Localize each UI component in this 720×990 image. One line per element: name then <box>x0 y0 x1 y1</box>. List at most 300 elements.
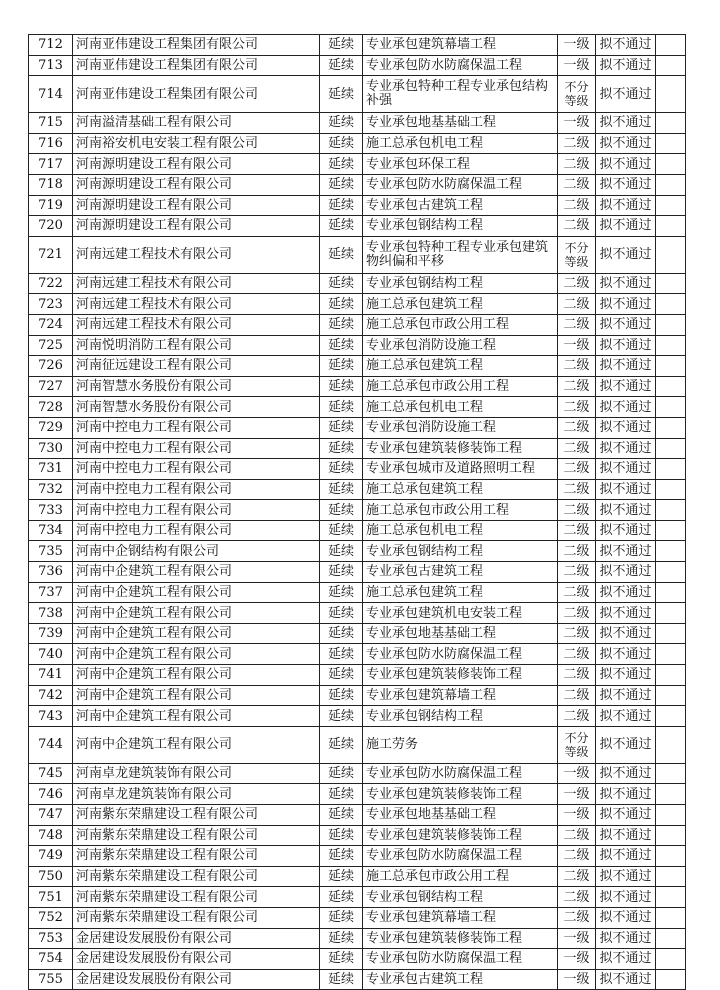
empty-cell <box>656 438 686 459</box>
review-result: 拟不通过 <box>596 846 656 867</box>
review-result: 拟不通过 <box>596 236 656 273</box>
row-number: 747 <box>29 805 73 826</box>
company-name: 河南裕安机电安装工程有限公司 <box>73 133 320 154</box>
row-number: 755 <box>29 969 73 990</box>
review-result: 拟不通过 <box>596 969 656 990</box>
application-type: 延续 <box>320 603 363 624</box>
application-type: 延续 <box>320 887 363 908</box>
empty-cell <box>656 726 686 763</box>
application-type: 延续 <box>320 520 363 541</box>
qualification-item: 施工总承包市政公用工程 <box>363 866 558 887</box>
qualification-item: 专业承包钢结构工程 <box>363 541 558 562</box>
table-row <box>29 294 686 315</box>
company-name: 河南中控电力工程有限公司 <box>73 500 320 521</box>
application-type: 延续 <box>320 113 363 134</box>
row-number: 741 <box>29 665 73 686</box>
row-number: 713 <box>29 55 73 76</box>
company-name: 河南征远建设工程有限公司 <box>73 356 320 377</box>
company-name: 河南远建工程技术有限公司 <box>73 314 320 335</box>
table-row <box>29 726 686 763</box>
review-result: 拟不通过 <box>596 644 656 665</box>
review-result: 拟不通过 <box>596 726 656 763</box>
qualification-level: 二级 <box>558 541 596 562</box>
qualification-level: 不分等级 <box>558 236 596 273</box>
qualification-item: 专业承包消防设施工程 <box>363 335 558 356</box>
qualification-item: 专业承包防水防腐保温工程 <box>363 846 558 867</box>
qualification-item: 专业承包古建筑工程 <box>363 195 558 216</box>
application-type: 延续 <box>320 35 363 56</box>
review-result: 拟不通过 <box>596 459 656 480</box>
review-result: 拟不通过 <box>596 866 656 887</box>
row-number: 715 <box>29 113 73 134</box>
empty-cell <box>656 866 686 887</box>
qualification-item: 专业承包古建筑工程 <box>363 562 558 583</box>
empty-cell <box>656 784 686 805</box>
application-type: 延续 <box>320 438 363 459</box>
qualification-level: 二级 <box>558 174 596 195</box>
company-name: 河南中企建筑工程有限公司 <box>73 603 320 624</box>
empty-cell <box>656 174 686 195</box>
qualification-level: 不分等级 <box>558 76 596 113</box>
review-result: 拟不通过 <box>596 55 656 76</box>
table-row <box>29 784 686 805</box>
qualification-level: 二级 <box>558 216 596 237</box>
row-number: 753 <box>29 928 73 949</box>
qualification-level: 二级 <box>558 479 596 500</box>
row-number: 743 <box>29 706 73 727</box>
qualification-item: 专业承包地基基础工程 <box>363 805 558 826</box>
company-name: 河南紫东荣鼎建设工程有限公司 <box>73 907 320 928</box>
empty-cell <box>656 603 686 624</box>
empty-cell <box>656 479 686 500</box>
application-type: 延续 <box>320 623 363 644</box>
review-result: 拟不通过 <box>596 154 656 175</box>
qualification-item: 专业承包建筑装修装饰工程 <box>363 438 558 459</box>
qualification-level: 一级 <box>558 113 596 134</box>
review-result: 拟不通过 <box>596 335 656 356</box>
empty-cell <box>656 35 686 56</box>
application-type: 延续 <box>320 726 363 763</box>
qualification-item: 专业承包建筑装修装饰工程 <box>363 928 558 949</box>
qualification-item: 专业承包环保工程 <box>363 154 558 175</box>
company-name: 河南中控电力工程有限公司 <box>73 459 320 480</box>
company-name: 河南源明建设工程有限公司 <box>73 216 320 237</box>
company-name: 河南智慧水务股份有限公司 <box>73 397 320 418</box>
qualification-level: 二级 <box>558 500 596 521</box>
row-number: 712 <box>29 35 73 56</box>
table-row <box>29 500 686 521</box>
empty-cell <box>656 623 686 644</box>
qualification-level: 一级 <box>558 763 596 784</box>
qualification-level: 一级 <box>558 949 596 970</box>
row-number: 746 <box>29 784 73 805</box>
review-result: 拟不通过 <box>596 763 656 784</box>
empty-cell <box>656 685 686 706</box>
table-row <box>29 438 686 459</box>
review-result: 拟不通过 <box>596 356 656 377</box>
qualification-level: 二级 <box>558 397 596 418</box>
row-number: 724 <box>29 314 73 335</box>
qualification-item: 专业承包建筑幕墙工程 <box>363 35 558 56</box>
qualification-item: 专业承包钢结构工程 <box>363 887 558 908</box>
table-row <box>29 236 686 273</box>
row-number: 750 <box>29 866 73 887</box>
row-number: 716 <box>29 133 73 154</box>
company-name: 河南源明建设工程有限公司 <box>73 195 320 216</box>
empty-cell <box>656 500 686 521</box>
review-result: 拟不通过 <box>596 520 656 541</box>
review-result: 拟不通过 <box>596 825 656 846</box>
company-name: 河南中企建筑工程有限公司 <box>73 665 320 686</box>
application-type: 延续 <box>320 846 363 867</box>
review-result: 拟不通过 <box>596 706 656 727</box>
table-row <box>29 174 686 195</box>
application-type: 延续 <box>320 335 363 356</box>
application-type: 延续 <box>320 706 363 727</box>
table-row <box>29 541 686 562</box>
table-row <box>29 562 686 583</box>
qualification-item: 施工总承包市政公用工程 <box>363 376 558 397</box>
row-number: 717 <box>29 154 73 175</box>
row-number: 730 <box>29 438 73 459</box>
table-row <box>29 603 686 624</box>
review-result: 拟不通过 <box>596 784 656 805</box>
company-name: 河南中企建筑工程有限公司 <box>73 726 320 763</box>
qualification-item: 专业承包防水防腐保温工程 <box>363 644 558 665</box>
review-result: 拟不通过 <box>596 479 656 500</box>
review-result: 拟不通过 <box>596 397 656 418</box>
table-row <box>29 949 686 970</box>
row-number: 737 <box>29 582 73 603</box>
review-result: 拟不通过 <box>596 685 656 706</box>
empty-cell <box>656 665 686 686</box>
row-number: 731 <box>29 459 73 480</box>
empty-cell <box>656 216 686 237</box>
company-name: 河南远建工程技术有限公司 <box>73 294 320 315</box>
table-row <box>29 76 686 113</box>
table-row <box>29 397 686 418</box>
empty-cell <box>656 928 686 949</box>
row-number: 738 <box>29 603 73 624</box>
table-row <box>29 520 686 541</box>
qualification-item: 专业承包防水防腐保温工程 <box>363 174 558 195</box>
application-type: 延续 <box>320 294 363 315</box>
table-row <box>29 665 686 686</box>
row-number: 739 <box>29 623 73 644</box>
company-name: 金居建设发展股份有限公司 <box>73 949 320 970</box>
table-row <box>29 459 686 480</box>
row-number: 714 <box>29 76 73 113</box>
review-result: 拟不通过 <box>596 887 656 908</box>
application-type: 延续 <box>320 356 363 377</box>
review-result: 拟不通过 <box>596 603 656 624</box>
application-type: 延续 <box>320 784 363 805</box>
review-result: 拟不通过 <box>596 623 656 644</box>
row-number: 726 <box>29 356 73 377</box>
qualification-level: 一级 <box>558 55 596 76</box>
application-type: 延续 <box>320 665 363 686</box>
application-type: 延续 <box>320 825 363 846</box>
row-number: 748 <box>29 825 73 846</box>
empty-cell <box>656 154 686 175</box>
qualification-item: 专业承包特种工程专业承包建筑物纠偏和平移 <box>363 236 558 273</box>
company-name: 河南中控电力工程有限公司 <box>73 438 320 459</box>
empty-cell <box>656 314 686 335</box>
table-row <box>29 846 686 867</box>
table-row <box>29 356 686 377</box>
company-name: 河南亚伟建设工程集团有限公司 <box>73 76 320 113</box>
review-result: 拟不通过 <box>596 949 656 970</box>
table-row <box>29 55 686 76</box>
review-result: 拟不通过 <box>596 314 656 335</box>
qualification-level: 二级 <box>558 520 596 541</box>
qualification-level: 二级 <box>558 562 596 583</box>
empty-cell <box>656 273 686 294</box>
review-result: 拟不通过 <box>596 417 656 438</box>
empty-cell <box>656 133 686 154</box>
row-number: 744 <box>29 726 73 763</box>
empty-cell <box>656 113 686 134</box>
qualification-item: 施工总承包机电工程 <box>363 397 558 418</box>
row-number: 749 <box>29 846 73 867</box>
application-type: 延续 <box>320 805 363 826</box>
company-name: 河南中企建筑工程有限公司 <box>73 623 320 644</box>
review-result: 拟不通过 <box>596 113 656 134</box>
application-type: 延续 <box>320 500 363 521</box>
qualification-item: 专业承包地基基础工程 <box>363 113 558 134</box>
company-name: 河南智慧水务股份有限公司 <box>73 376 320 397</box>
qualification-level: 二级 <box>558 273 596 294</box>
qualification-level: 二级 <box>558 438 596 459</box>
company-name: 河南亚伟建设工程集团有限公司 <box>73 55 320 76</box>
row-number: 718 <box>29 174 73 195</box>
application-type: 延续 <box>320 459 363 480</box>
empty-cell <box>656 541 686 562</box>
company-name: 河南中控电力工程有限公司 <box>73 417 320 438</box>
application-type: 延续 <box>320 685 363 706</box>
application-type: 延续 <box>320 928 363 949</box>
table-row <box>29 866 686 887</box>
application-type: 延续 <box>320 174 363 195</box>
row-number: 721 <box>29 236 73 273</box>
application-type: 延续 <box>320 582 363 603</box>
qualification-item: 施工总承包机电工程 <box>363 133 558 154</box>
table-row <box>29 623 686 644</box>
application-type: 延续 <box>320 541 363 562</box>
qualification-level: 二级 <box>558 866 596 887</box>
row-number: 729 <box>29 417 73 438</box>
qualification-item: 专业承包特种工程专业承包结构补强 <box>363 76 558 113</box>
qualification-item: 专业承包钢结构工程 <box>363 706 558 727</box>
table-body <box>29 35 686 990</box>
table-row <box>29 644 686 665</box>
qualification-level: 一级 <box>558 335 596 356</box>
row-number: 727 <box>29 376 73 397</box>
qualification-item: 施工总承包机电工程 <box>363 520 558 541</box>
row-number: 752 <box>29 907 73 928</box>
row-number: 736 <box>29 562 73 583</box>
qualification-level: 二级 <box>558 133 596 154</box>
empty-cell <box>656 805 686 826</box>
qualification-level: 二级 <box>558 294 596 315</box>
empty-cell <box>656 846 686 867</box>
empty-cell <box>656 335 686 356</box>
qualification-item: 专业承包建筑机电安装工程 <box>363 603 558 624</box>
review-result: 拟不通过 <box>596 665 656 686</box>
empty-cell <box>656 195 686 216</box>
review-result: 拟不通过 <box>596 907 656 928</box>
application-type: 延续 <box>320 949 363 970</box>
application-type: 延续 <box>320 133 363 154</box>
qualification-item: 专业承包钢结构工程 <box>363 216 558 237</box>
table-row <box>29 154 686 175</box>
qualification-item: 专业承包建筑幕墙工程 <box>363 907 558 928</box>
company-name: 河南紫东荣鼎建设工程有限公司 <box>73 825 320 846</box>
company-name: 河南源明建设工程有限公司 <box>73 174 320 195</box>
company-name: 河南中企建筑工程有限公司 <box>73 685 320 706</box>
application-type: 延续 <box>320 376 363 397</box>
review-result: 拟不通过 <box>596 376 656 397</box>
row-number: 733 <box>29 500 73 521</box>
application-type: 延续 <box>320 969 363 990</box>
qualification-item: 专业承包建筑装修装饰工程 <box>363 784 558 805</box>
empty-cell <box>656 887 686 908</box>
qualification-level: 一级 <box>558 805 596 826</box>
application-type: 延续 <box>320 216 363 237</box>
company-name: 河南远建工程技术有限公司 <box>73 273 320 294</box>
qualification-item: 专业承包防水防腐保温工程 <box>363 949 558 970</box>
empty-cell <box>656 644 686 665</box>
qualification-level: 二级 <box>558 706 596 727</box>
table-row <box>29 195 686 216</box>
row-number: 723 <box>29 294 73 315</box>
company-name: 河南中企建筑工程有限公司 <box>73 582 320 603</box>
company-name: 河南源明建设工程有限公司 <box>73 154 320 175</box>
review-result: 拟不通过 <box>596 76 656 113</box>
review-result: 拟不通过 <box>596 500 656 521</box>
row-number: 740 <box>29 644 73 665</box>
application-type: 延续 <box>320 273 363 294</box>
qualification-level: 二级 <box>558 603 596 624</box>
table-row <box>29 907 686 928</box>
table-row <box>29 969 686 990</box>
table-row <box>29 706 686 727</box>
qualification-item: 施工劳务 <box>363 726 558 763</box>
qualification-level: 二级 <box>558 195 596 216</box>
application-type: 延续 <box>320 236 363 273</box>
application-type: 延续 <box>320 562 363 583</box>
qualification-level: 二级 <box>558 665 596 686</box>
qualification-level: 一级 <box>558 928 596 949</box>
empty-cell <box>656 763 686 784</box>
qualification-item: 施工总承包建筑工程 <box>363 356 558 377</box>
row-number: 735 <box>29 541 73 562</box>
empty-cell <box>656 825 686 846</box>
application-type: 延续 <box>320 866 363 887</box>
empty-cell <box>656 949 686 970</box>
qualification-level: 一级 <box>558 969 596 990</box>
application-type: 延续 <box>320 314 363 335</box>
company-name: 河南亚伟建设工程集团有限公司 <box>73 35 320 56</box>
qualification-item: 施工总承包市政公用工程 <box>363 314 558 335</box>
table-row <box>29 763 686 784</box>
company-name: 河南远建工程技术有限公司 <box>73 236 320 273</box>
empty-cell <box>656 562 686 583</box>
company-name: 河南中控电力工程有限公司 <box>73 479 320 500</box>
table-row <box>29 113 686 134</box>
review-result: 拟不通过 <box>596 273 656 294</box>
qualification-level: 不分等级 <box>558 726 596 763</box>
review-result: 拟不通过 <box>596 562 656 583</box>
review-result: 拟不通过 <box>596 35 656 56</box>
company-name: 河南中控电力工程有限公司 <box>73 520 320 541</box>
qualification-level: 二级 <box>558 376 596 397</box>
empty-cell <box>656 520 686 541</box>
qualification-level: 二级 <box>558 623 596 644</box>
review-result: 拟不通过 <box>596 195 656 216</box>
qualification-item: 专业承包防水防腐保温工程 <box>363 763 558 784</box>
qualification-level: 二级 <box>558 825 596 846</box>
qualification-item: 专业承包建筑幕墙工程 <box>363 685 558 706</box>
qualification-item: 专业承包钢结构工程 <box>363 273 558 294</box>
row-number: 725 <box>29 335 73 356</box>
empty-cell <box>656 376 686 397</box>
qualification-level: 二级 <box>558 314 596 335</box>
empty-cell <box>656 969 686 990</box>
row-number: 745 <box>29 763 73 784</box>
application-type: 延续 <box>320 397 363 418</box>
row-number: 732 <box>29 479 73 500</box>
company-name: 河南中企建筑工程有限公司 <box>73 644 320 665</box>
qualification-level: 二级 <box>558 685 596 706</box>
table-row <box>29 417 686 438</box>
empty-cell <box>656 76 686 113</box>
empty-cell <box>656 294 686 315</box>
review-result: 拟不通过 <box>596 216 656 237</box>
company-name: 金居建设发展股份有限公司 <box>73 928 320 949</box>
table-row <box>29 35 686 56</box>
empty-cell <box>656 582 686 603</box>
qualification-level: 二级 <box>558 846 596 867</box>
row-number: 734 <box>29 520 73 541</box>
table-row <box>29 887 686 908</box>
qualification-item: 施工总承包建筑工程 <box>363 294 558 315</box>
table-row <box>29 582 686 603</box>
table-row <box>29 335 686 356</box>
qualification-level: 二级 <box>558 417 596 438</box>
row-number: 728 <box>29 397 73 418</box>
qualification-item: 施工总承包建筑工程 <box>363 582 558 603</box>
qualification-item: 专业承包消防设施工程 <box>363 417 558 438</box>
review-result: 拟不通过 <box>596 928 656 949</box>
company-name: 河南中企建筑工程有限公司 <box>73 562 320 583</box>
qualification-level: 二级 <box>558 459 596 480</box>
row-number: 742 <box>29 685 73 706</box>
review-result: 拟不通过 <box>596 438 656 459</box>
qualification-item: 专业承包古建筑工程 <box>363 969 558 990</box>
empty-cell <box>656 417 686 438</box>
company-name: 河南中企钢结构有限公司 <box>73 541 320 562</box>
qualification-level: 二级 <box>558 907 596 928</box>
empty-cell <box>656 706 686 727</box>
empty-cell <box>656 356 686 377</box>
table-row <box>29 216 686 237</box>
qualification-item: 专业承包防水防腐保温工程 <box>363 55 558 76</box>
table-row <box>29 928 686 949</box>
row-number: 751 <box>29 887 73 908</box>
table-row <box>29 805 686 826</box>
application-type: 延续 <box>320 479 363 500</box>
